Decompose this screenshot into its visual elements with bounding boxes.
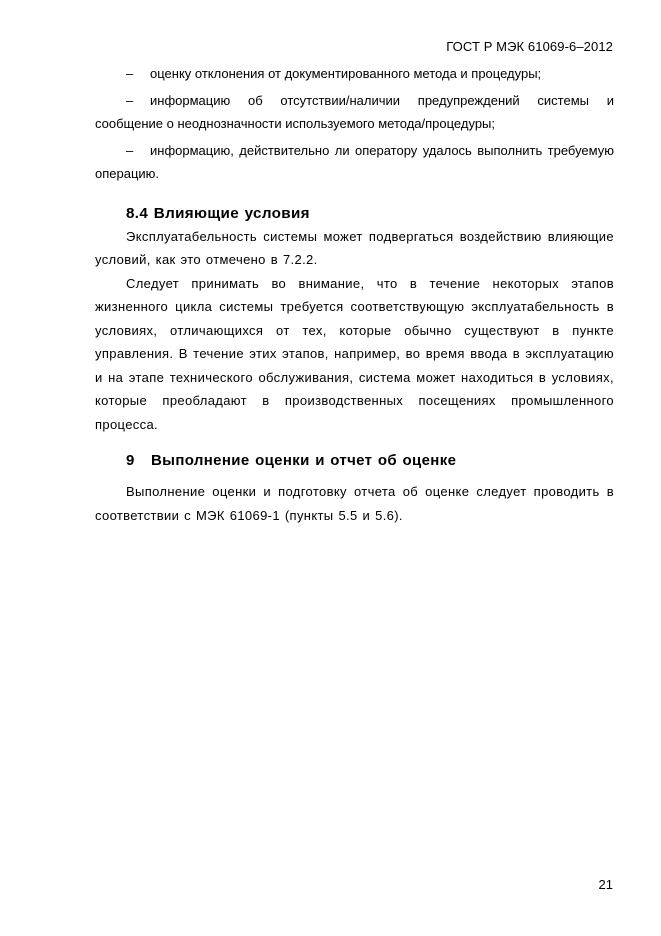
bullet-text: информацию об отсутствии/наличии предупреждений системы и сообщение о неоднозначности используемого метода/процедуры;	[95, 92, 614, 131]
bullet-dash: –	[126, 92, 134, 108]
bullet-text: оценку отклонения от документированного метода и процедуры;	[150, 66, 542, 81]
section-number: 9	[126, 452, 135, 469]
section-title-text: Выполнение оценки и отчет об оценке	[151, 452, 457, 469]
paragraph: Выполнение оценки и подготовку отчета об оценке следует проводить в соответствии с МЭК 61069-1 (пункты 5.5 и 5.6).	[95, 484, 614, 523]
page-number: 21	[598, 877, 613, 892]
bullet-dash: –	[126, 66, 134, 81]
paragraph: Следует принимать во внимание, что в течение некоторых этапов жизненного цикла системы требуется соответствующую эксплуатабельность в условиях, отличающихся от тех, которые обычно существуют в пункте управления. В течение этих этапов, например, во время ввода в эксплуатацию и на этапе технического обслуживания, система может находиться в условиях, которые преобладают в производственных посещениях промышленного процесса.	[95, 275, 614, 432]
paragraph: Эксплуатабельность системы может подвергаться воздействию влияющие условий, как это отмечено в 7.2.2.	[95, 228, 614, 267]
bullet-item	[95, 62, 614, 86]
section-title	[95, 450, 614, 472]
bullet-dash: –	[126, 142, 134, 158]
bullet-text: информацию, действительно ли оператору удалось выполнить требуемую операцию.	[95, 142, 614, 181]
bullet-item	[95, 139, 614, 186]
standard-header: ГОСТ Р МЭК 61069-6–2012	[446, 39, 613, 54]
bullet-item	[95, 89, 614, 136]
page-content	[95, 62, 614, 527]
subsection-title: 8.4 Влияющие условия	[126, 204, 310, 222]
